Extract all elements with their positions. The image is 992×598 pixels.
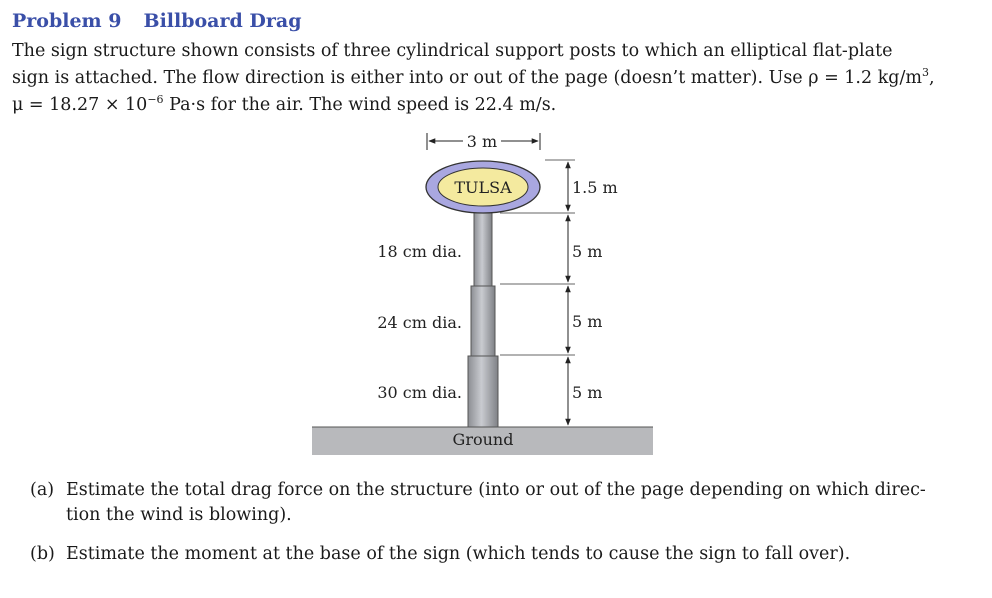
question-a: [30, 478, 970, 528]
sign-text: TULSA: [454, 178, 512, 197]
middle-section-height-label: 5 m: [572, 312, 603, 331]
statement-line-1: The sign structure shown consists of three cylindrical support posts to which an elliptical flat-plate: [12, 41, 893, 61]
question-b: [30, 542, 970, 567]
problem-number: Problem 9: [12, 10, 122, 32]
bottom-section-height-label: 5 m: [572, 383, 603, 402]
question-a-label: (a): [30, 480, 55, 500]
problem-title: Billboard Drag: [143, 10, 302, 32]
question-b-text: Estimate the moment at the base of the sign (which tends to cause the sign to fall over).: [66, 544, 851, 564]
top-post-diameter-label: 18 cm dia.: [377, 242, 462, 261]
statement-line-3: $\mu = 18.27 \times 10^{-6}$ Pa·s for the air. The wind speed is 22.4 m/s.: [12, 93, 557, 115]
middle-post-diameter-label: 24 cm dia.: [377, 313, 462, 332]
bottom-post-diameter-label: 30 cm dia.: [377, 383, 462, 402]
width-dimension-label: 3 m: [466, 132, 498, 151]
statement-line-2: sign is attached. The flow direction is either into or out of the page (doesn’t matter). Use ρ = 1.2 $kg/m^3$,: [12, 66, 935, 88]
sign-height-label: 1.5 m: [572, 178, 618, 197]
question-b-label: (b): [30, 544, 55, 564]
post-middle-24cm: [471, 286, 495, 356]
ground-label: Ground: [452, 430, 514, 449]
post-top-18cm: [474, 212, 492, 286]
top-section-height-label: 5 m: [572, 242, 603, 261]
question-a-text: Estimate the total drag force on the structure (into or out of the page depending on which direc- tion the wind is blowing).: [66, 480, 926, 525]
question-list: [30, 478, 970, 581]
post-bottom-30cm: [468, 356, 498, 427]
